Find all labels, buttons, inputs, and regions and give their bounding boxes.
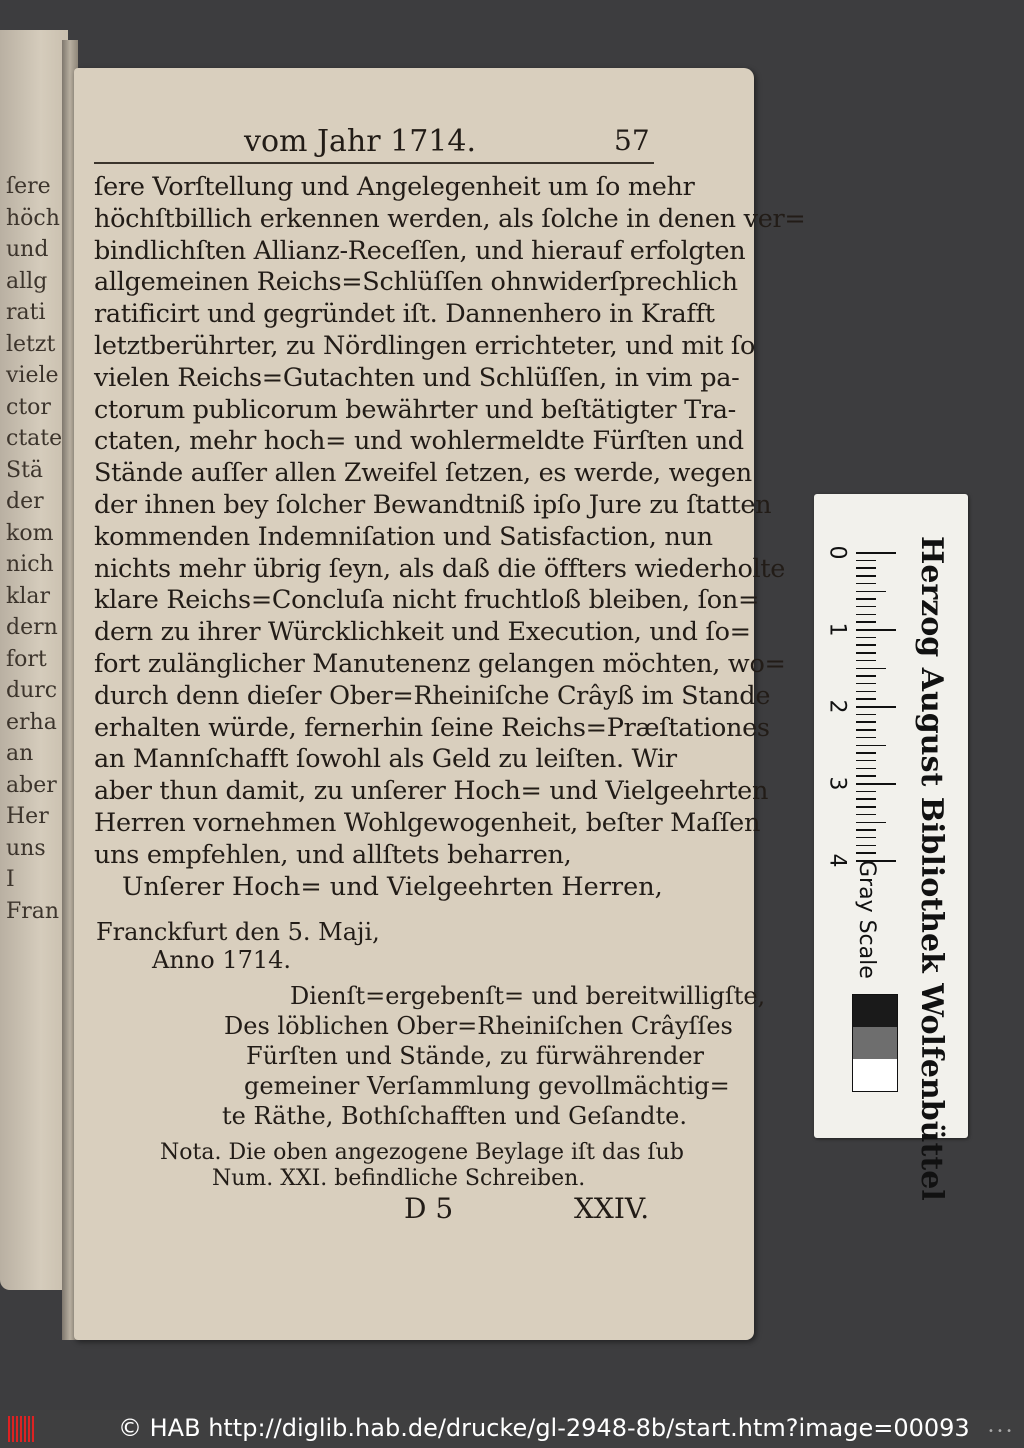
- facing-page-fragment: fort: [6, 646, 47, 672]
- ruler-tick: [856, 560, 876, 562]
- gray-swatches: [852, 994, 898, 1092]
- ruler-number: 0: [824, 545, 850, 560]
- ruler-tick: [856, 552, 896, 554]
- ruler-number: 4: [824, 853, 850, 868]
- ruler-tick: [856, 721, 876, 723]
- ruler-tick: [856, 706, 896, 708]
- footer-bar: [0, 1410, 1024, 1448]
- ruler-tick: [856, 822, 886, 824]
- ruler-tick: [856, 683, 876, 685]
- ruler-tick: [856, 714, 876, 716]
- ruler-tick: [856, 591, 886, 593]
- facing-page-fragment: ſere: [6, 174, 51, 199]
- facing-page-fragment: höch: [6, 205, 60, 231]
- facing-page-fragment: klar: [6, 583, 50, 609]
- text-line: ſere Vorſtellung und Angelegenheit um ſo mehr: [94, 172, 695, 202]
- ruler-tick: [856, 829, 876, 831]
- facing-page-fragment: I: [6, 867, 15, 892]
- ruler-tick: [856, 752, 876, 754]
- facing-page-fragment: Stä: [6, 457, 44, 483]
- facing-page-fragment: an: [6, 741, 34, 766]
- facing-page-fragment: dern: [6, 615, 58, 640]
- signature-line: gemeiner Verſammlung gevollmächtig=: [244, 1072, 730, 1100]
- logo-bar: [24, 1416, 26, 1442]
- facing-page-fragment: und: [6, 237, 49, 262]
- text-line: letztberührter, zu Nördlingen errichteter, und mit ſo: [94, 331, 756, 361]
- ruler-tick: [856, 760, 876, 762]
- running-head: vom Jahr 1714.: [244, 124, 476, 159]
- facing-page-fragment: ctate: [6, 426, 63, 451]
- text-line: aber thun damit, zu unſerer Hoch= und Vielgeehrten: [94, 776, 769, 807]
- ruler-tick: [856, 691, 876, 693]
- text-line: ctaten, mehr hoch= und wohlermeldte Fürſten und: [94, 426, 744, 457]
- ruler-tick: [856, 644, 876, 646]
- ruler-tick: [856, 729, 876, 731]
- text-line: allgemeinen Reichs=Schlüſſen ohnwiderſprechlich: [94, 267, 738, 298]
- facing-page-fragment: der: [6, 489, 44, 514]
- facing-page-fragment: viele: [6, 363, 59, 388]
- text-line: der ihnen bey ſolcher Bewandtniß ipſo Jure zu ſtatten: [94, 490, 772, 520]
- ruler-tick: [856, 637, 876, 639]
- text-line: höchſtbillich erkennen werden, als ſolche in denen ver=: [94, 203, 806, 234]
- text-line: uns empfehlen, und allſtets beharren,: [94, 839, 572, 870]
- institution-name: Herzog August Bibliothek Wolfenbüttel: [914, 536, 949, 1201]
- ruler-tick: [856, 583, 876, 585]
- note-line: Nota. Die oben angezogene Beylage iſt das ſub: [160, 1140, 684, 1165]
- facing-page-strip: [0, 30, 68, 1290]
- text-line: vielen Reichs=Gutachten und Schlüſſen, in vim pa-: [94, 362, 740, 393]
- ruler-tick: [856, 675, 876, 677]
- logo-bar: [16, 1416, 18, 1442]
- gray-swatch: [853, 995, 897, 1027]
- closing-salutation: Unſerer Hoch= und Vielgeehrten Herren,: [122, 872, 663, 902]
- facing-page-fragment: rati: [6, 300, 46, 325]
- text-line: dern zu ihrer Würcklichkeit und Execution, und ſo=: [94, 617, 751, 648]
- ruler-number: 2: [824, 699, 850, 714]
- ruler-tick: [856, 598, 876, 600]
- ruler-tick: [856, 768, 876, 770]
- ruler-tick: [856, 745, 886, 747]
- ruler-tick: [856, 614, 876, 616]
- ruler-tick: [856, 775, 876, 777]
- signature-line: Des löblichen Ober=Rheiniſchen Crâyſſes: [224, 1012, 733, 1040]
- text-line: ratificirt und gegründet iſt. Dannenhero in Krafft: [94, 299, 715, 330]
- ruler-tick: [856, 575, 876, 577]
- facing-page-fragment: nich: [6, 552, 54, 577]
- text-line: fort zulänglicher Manutenenz gelangen möchten, wo=: [94, 649, 786, 679]
- place-date: Franckfurt den 5. Maji,: [96, 918, 380, 946]
- gray-scale-label: Gray Scale: [854, 860, 879, 979]
- ruler-tick: [856, 737, 876, 739]
- ruler-tick: [856, 814, 876, 816]
- logo-bar: [32, 1416, 34, 1442]
- note-line: Num. XXI. befindliche Schreiben.: [212, 1166, 586, 1191]
- facing-page-fragment: durc: [6, 678, 58, 703]
- facing-page-fragment: aber: [6, 772, 57, 798]
- logo-bar: [28, 1416, 30, 1442]
- text-line: nichts mehr übrig ſeyn, als daß die öffters wiederholte: [94, 553, 786, 584]
- ruler-number: 3: [824, 776, 850, 791]
- facing-page-fragment: Fran: [6, 898, 60, 924]
- ruler-tick: [856, 567, 876, 569]
- ruler-tick: [856, 606, 876, 608]
- logo-bar: [8, 1416, 10, 1442]
- text-line: bindlichſten Allianz-Receſſen, und hierauf erfolgten: [94, 235, 746, 266]
- text-line: klare Reichs=Concluſa nicht fruchtloß bleiben, ſon=: [94, 585, 760, 616]
- book-page: [74, 68, 806, 1340]
- logo-bar: [20, 1416, 22, 1442]
- scale-card: [814, 494, 968, 1201]
- head-rule: [94, 162, 654, 164]
- facing-page-fragment: erha: [6, 709, 57, 735]
- text-line: erhalten würde, fernerhin ſeine Reichs=Præſtationes: [94, 712, 770, 743]
- hab-logo-icon: [8, 1416, 36, 1442]
- signature-line: Dienſt=ergebenſt= und bereitwilligſte,: [290, 982, 766, 1010]
- gray-swatch: [853, 1027, 897, 1059]
- ruler-tick: [856, 806, 876, 808]
- text-line: durch denn dieſer Ober=Rheiniſche Crâyß im Stande: [94, 680, 771, 711]
- facing-page-fragment: uns: [6, 835, 46, 861]
- facing-page-fragment: allg: [6, 268, 48, 294]
- facing-page-fragment: kom: [6, 520, 54, 546]
- text-line: an Mannſchafft ſowohl als Geld zu leiſten. Wir: [94, 744, 677, 775]
- signature-line: te Räthe, Bothſchafften und Geſandte.: [222, 1102, 687, 1130]
- text-line: kommenden Indemniſation und Satisfaction, nun: [94, 521, 713, 552]
- ruler-tick: [856, 783, 896, 785]
- gray-swatch: [853, 1059, 897, 1091]
- ruler-tick: [856, 621, 876, 623]
- ruler-tick: [856, 837, 876, 839]
- facing-page-fragment: Her: [6, 804, 49, 829]
- catchword: XXIV.: [574, 1192, 650, 1225]
- ruler-tick: [856, 660, 876, 662]
- ruler-tick: [856, 852, 876, 854]
- date-year: Anno 1714.: [152, 946, 292, 974]
- ruler: [824, 514, 896, 868]
- ruler-tick: [856, 791, 876, 793]
- text-line: Herren vornehmen Wohlgewogenheit, beſter Maſſen: [94, 808, 761, 838]
- facing-page-fragment: ctor: [6, 394, 51, 420]
- copyright-url: © HAB http://diglib.hab.de/drucke/gl-2948-8b/start.htm?image=00093: [118, 1414, 970, 1442]
- signature-mark: D 5: [404, 1192, 454, 1225]
- ruler-tick: [856, 668, 886, 670]
- ruler-tick: [856, 845, 876, 847]
- signature-line: Fürſten und Stände, zu fürwährender: [246, 1042, 705, 1070]
- logo-bar: [12, 1416, 14, 1442]
- facing-page-fragment: letzt: [6, 331, 56, 357]
- text-line: Stände auſſer allen Zweifel ſetzen, es werde, wegen: [94, 458, 752, 489]
- page-number: 57: [614, 124, 650, 157]
- ruler-tick: [856, 798, 876, 800]
- ruler-tick: [856, 652, 876, 654]
- ruler-tick: [856, 698, 876, 700]
- ruler-number: 1: [824, 622, 850, 637]
- text-line: ctorum publicorum bewährter und beſtätigter Tra-: [94, 394, 736, 425]
- ruler-tick: [856, 629, 896, 631]
- footer-dots-icon: • • •: [987, 1426, 1012, 1437]
